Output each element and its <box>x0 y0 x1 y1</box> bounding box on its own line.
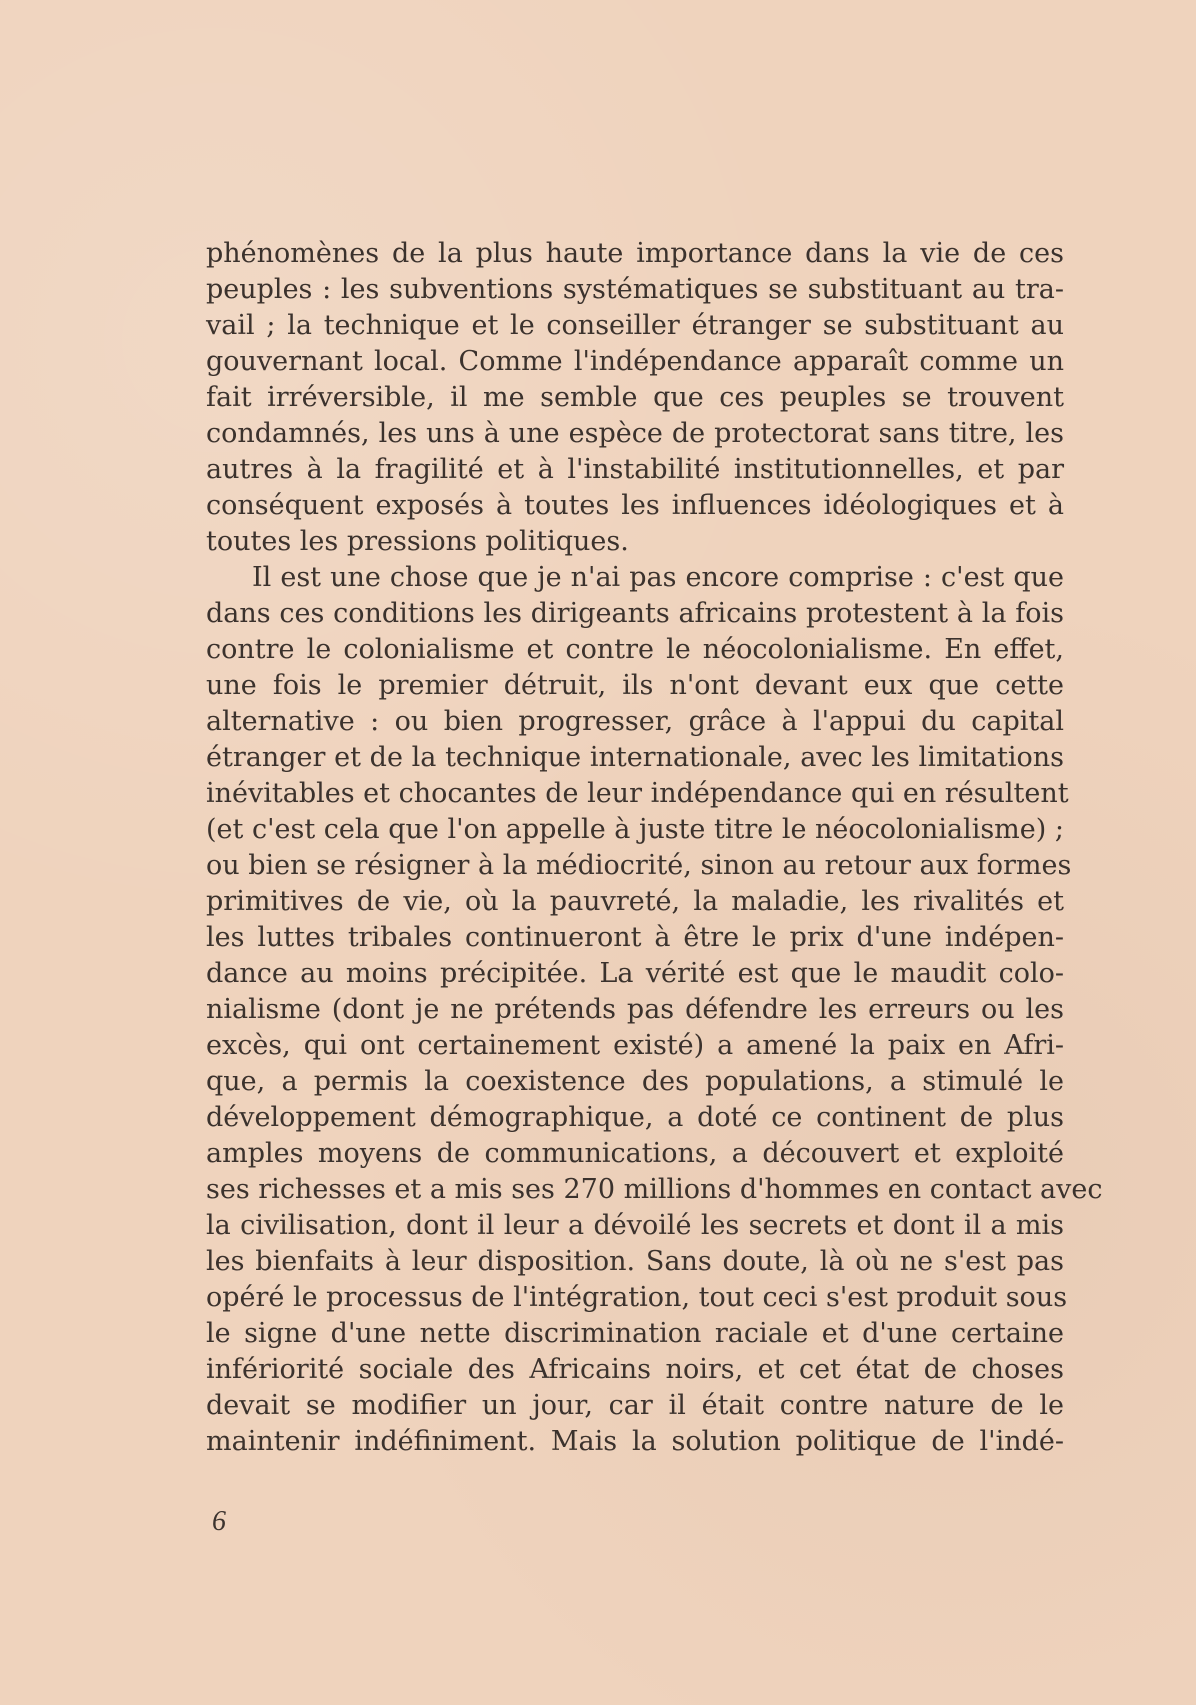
text-line: fait irréversible, il me semble que ces peuples se trouvent <box>206 382 1064 413</box>
text-line: inévitables et chocantes de leur indépendance qui en résultent <box>206 778 1069 809</box>
page-number: 6 <box>212 1506 226 1537</box>
text-line: étranger et de la technique internationale, avec les limitations <box>206 742 1064 773</box>
text-line: vail ; la technique et le conseiller étranger se substituant au <box>206 310 1064 341</box>
text-line: peuples : les subventions systématiques se substituant au tra- <box>206 274 1064 305</box>
text-line: dance au moins précipitée. La vérité est que le maudit colo- <box>206 958 1064 989</box>
text-line: conséquent exposés à toutes les influences idéologiques et à <box>206 490 1064 521</box>
text-line: alternative : ou bien progresser, grâce à l'appui du capital <box>206 706 1064 737</box>
text-line: ou bien se résigner à la médiocrité, sinon au retour aux formes <box>206 850 1072 881</box>
text-line: ses richesses et a mis ses 270 millions d'hommes en contact avec <box>206 1174 1103 1205</box>
text-line: développement démographique, a doté ce continent de plus <box>206 1102 1064 1133</box>
text-line: nialisme (dont je ne prétends pas défendre les erreurs ou les <box>206 994 1064 1025</box>
main-text <box>206 236 1103 1460</box>
text-line: gouvernant local. Comme l'indépendance apparaît comme un <box>206 346 1064 377</box>
text-line: toutes les pressions politiques. <box>206 526 629 557</box>
text-line: le signe d'une nette discrimination raciale et d'une certaine <box>206 1318 1064 1349</box>
text-line: condamnés, les uns à une espèce de protectorat sans titre, les <box>206 418 1064 449</box>
text-line: excès, qui ont certainement existé) a amené la paix en Afri- <box>206 1030 1064 1061</box>
text-line: devait se modifier un jour, car il était contre nature de le <box>206 1390 1064 1421</box>
text-line: opéré le processus de l'intégration, tout ceci s'est produit sous <box>206 1282 1068 1313</box>
text-line: amples moyens de communications, a découvert et exploité <box>206 1138 1064 1169</box>
text-line: la civilisation, dont il leur a dévoilé les secrets et dont il a mis <box>206 1210 1064 1241</box>
text-line: infériorité sociale des Africains noirs, et cet état de choses <box>206 1354 1064 1385</box>
text-line: (et c'est cela que l'on appelle à juste titre le néocolonialisme) ; <box>206 814 1064 845</box>
text-line: Il est une chose que je n'ai pas encore comprise : c'est que <box>252 562 1064 593</box>
text-line: autres à la fragilité et à l'instabilité institutionnelles, et par <box>206 454 1064 485</box>
text-line: une fois le premier détruit, ils n'ont devant eux que cette <box>206 670 1064 701</box>
text-line: contre le colonialisme et contre le néocolonialisme. En effet, <box>206 634 1064 665</box>
text-line: primitives de vie, où la pauvreté, la maladie, les rivalités et <box>206 886 1064 917</box>
text-line: que, a permis la coexistence des populations, a stimulé le <box>206 1066 1064 1097</box>
text-line: les luttes tribales continueront à être le prix d'une indépen- <box>206 922 1064 953</box>
text-line: maintenir indéfiniment. Mais la solution politique de l'indé- <box>206 1426 1064 1457</box>
text-line: les bienfaits à leur disposition. Sans doute, là où ne s'est pas <box>206 1246 1064 1277</box>
text-line: dans ces conditions les dirigeants africains protestent à la fois <box>206 598 1064 629</box>
text-line: phénomènes de la plus haute importance dans la vie de ces <box>206 238 1064 269</box>
